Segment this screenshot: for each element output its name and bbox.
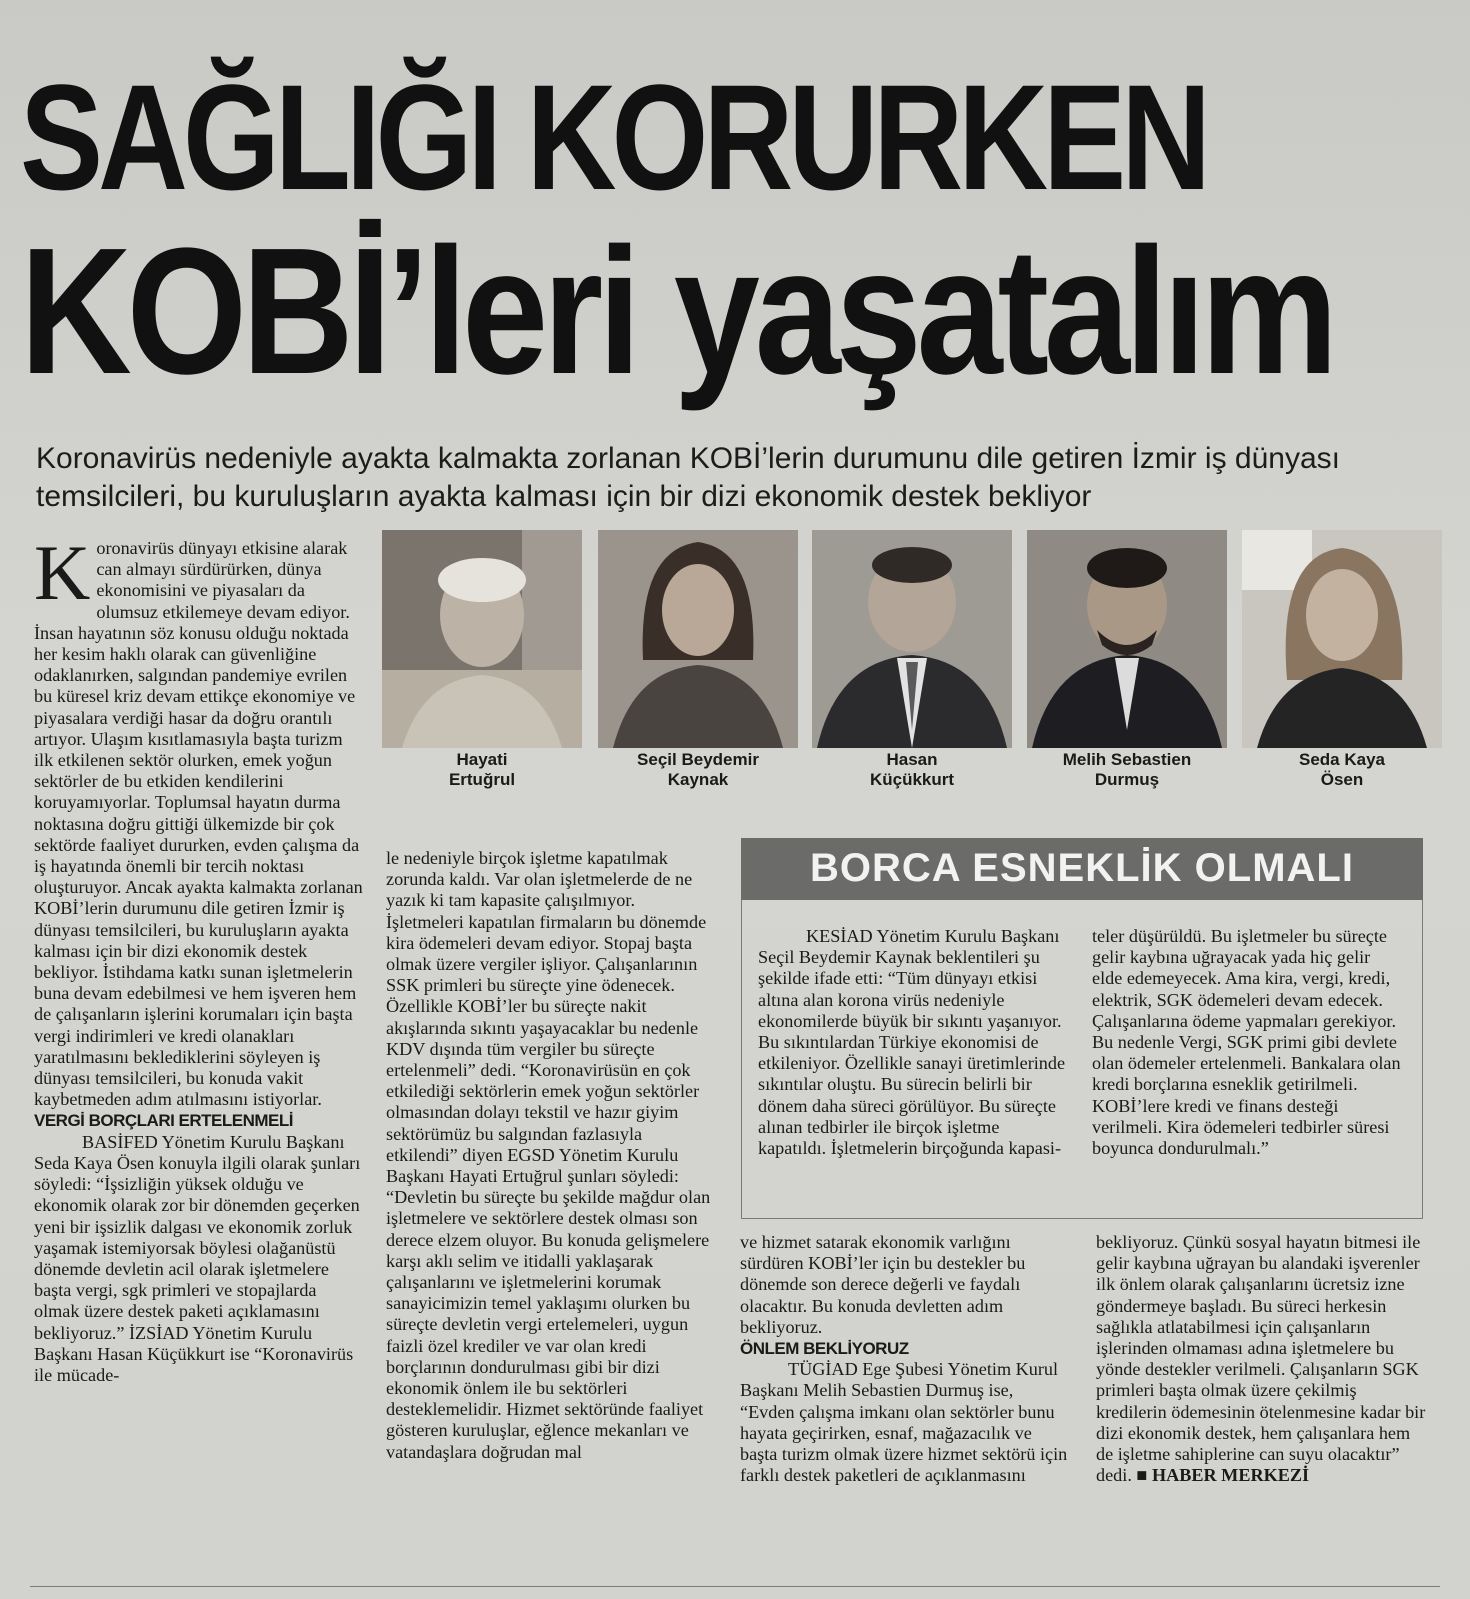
portrait-1-image xyxy=(382,530,582,748)
column-4a-body-2: TÜGİAD Ege Şubesi Yönetim Kurul Başkanı Melih Sebastien Durmuş ise, “Evden çalışma imkanı olan sektörler bunu hayata geçirirken, esnaf, mağazacılık ve başta turizm olmak üzere hizmet sektörü için farklı destek paketleri de açıklanmasını xyxy=(740,1359,1068,1486)
box-rule-bottom xyxy=(741,1218,1423,1219)
caption-4-line-2: Durmuş xyxy=(1094,770,1160,789)
drop-cap: K xyxy=(34,529,91,616)
article-deck: Koronavirüs nedeniyle ayakta kalmakta zorlanan KOBİ’lerin durumunu dile getiren İzmir iş dünyası temsilcileri, bu kuruluşların ayakta kalması için bir dizi ekonomik destek bekliyor xyxy=(36,442,1340,513)
caption-2-line-2: Kaynak xyxy=(667,770,729,789)
column-2 xyxy=(386,848,716,1463)
column-1-body: BASİFED Yönetim Kurulu Başkanı Seda Kaya Ösen konuyla ilgili olarak şunları söyledi: “İşsizliğin yüksek olduğu ve ekonomik olarak zor bir dönemden geçerken yeni bir işsizlik dalgası ve ekonomik zorluk yaşamak istemiyorsak böylesi olağanüstü dönemde devletin acil olarak işletmelere başta vergi, sgk primleri ve stopajlarda olmak üzere destek paketi açıklamasını bekliyoruz.” İZSİAD Yönetim Kurulu Başkanı Hasan Küçükkurt ise “Koronavirüs ile mücade- xyxy=(34,1131,361,1385)
caption-1-line-2: Ertuğrul xyxy=(448,770,516,789)
portrait-2-image xyxy=(598,530,798,748)
column-4b xyxy=(1096,1232,1426,1486)
photo-hayati-ertugrul xyxy=(382,530,582,748)
intro-paragraph xyxy=(34,529,366,1110)
column-4b-text: bekliyoruz. Çünkü sosyal hayatın bitmesi ile gelir kaybına uğrayan bu alandaki işverenler ilk önlem olarak çalışanlarını ücretsiz izne göndermeye başladı. Bu süreci herkesin sağlıkla atlatabilmesi için çalışanların işlerinden olmaması adına işletmelere bu yönde destekler verilmeli. Çalışanların SGK primleri başta olmak üzere çekilmiş kredilerin ödemesinin ötelenmesine kadar bir dizi ekonomik destek, hem çalışanlara hem de işletme sahiplerine can suyu olacaktır” dedi. xyxy=(1096,1232,1426,1486)
caption-melih-sebastien-durmus xyxy=(1027,750,1227,790)
column-3a xyxy=(758,926,1070,1159)
column-3b-body: teler düşürüldü. Bu işletmeler bu süreçte gelir kaybına uğrayacak yada hiç gelir elde edemeyecek. Ama kira, vergi, kredi, elektrik, SGK ödemeleri devam edecek. Çalışanlarına ödeme yapmaları gerekiyor. Bu nedenle Vergi, SGK primi gibi devlete olan ödemeler ertelenmeli. Bankalara olan kredi borçlarına esneklik getirilmeli. KOBİ’lere kredi ve finans desteği verilmeli. Kira ödemeleri tedbirler süresi boyunca dondurulmalı.” xyxy=(1092,926,1401,1159)
caption-1-line-1: Hayati xyxy=(456,750,508,769)
subhead-onlem: ÖNLEM BEKLİYORUZ xyxy=(740,1339,909,1359)
intro-text: oronavirüs dünyayı etkisine alarak can almayı sürdürürken, dünya ekonomisini ve piyasaları da olumsuz etkilemeye devam ediyor. İnsan hayatının söz konusu olduğu noktada her kesim haklı olarak can güvenliğine odaklanırken, salgından pandemiye evrilen bu küresel kriz devam ettikçe ekonomiye ve piyasalara verdiği hasar da doğru orantılı artıyor. Ulaşım kısıtlamasıyla başta turizm ilk etkilenen sektör olurken, emek yoğun sektörler de bu etkiden kendilerini koruyamıyorlar. Toplumsal hayatın durma noktasına doğru gittiği ülkemizde bir çok sektörde faaliyet dururken, evden çalışma da iş hayatında önemli bir tercih noktası oluşturuyor. Ancak ayakta kalmakta zorlanan KOBİ’lerin durumunu dile getiren İzmir iş dünyası temsilcileri, bu kuruluşların ayakta kalması için bir dizi ekonomik destek bekliyor. İstihdama katkı sunan işletmelerin buna devam edebilmesi ve hem işveren hem de çalışanların işlerini korumaları için başta vergi indirimleri ve kredi olanakları yaratılmasını beklediklerini söyleyen iş dünyası temsilcileri, bu konuda vakit kaybetmeden adım atılmasını istiyorlar. xyxy=(34,538,363,1110)
caption-seda-kaya-osen xyxy=(1242,750,1442,790)
caption-2-line-1: Seçil Beydemir xyxy=(637,750,759,769)
box-rule-right xyxy=(1422,900,1423,1218)
photo-hasan-kucukkurt xyxy=(812,530,1012,748)
box-rule-left xyxy=(741,900,742,1218)
column-1 xyxy=(34,529,366,1386)
caption-3-line-2: Küçükkurt xyxy=(869,770,955,789)
portrait-4-image xyxy=(1027,530,1227,748)
banner-title: BORCA ESNEKLİK OLMALI xyxy=(810,846,1354,890)
caption-3-line-1: Hasan xyxy=(886,750,938,769)
photo-seda-kaya-osen xyxy=(1242,530,1442,748)
column-4b-body xyxy=(1096,1232,1426,1486)
caption-5-line-1: Seda Kaya xyxy=(1299,750,1385,769)
photo-secil-beydemir-kaynak xyxy=(598,530,798,748)
caption-hasan-kucukkurt xyxy=(812,750,1012,790)
photo-melih-sebastien-durmus xyxy=(1027,530,1227,748)
portrait-3-image xyxy=(812,530,1012,748)
headline-line-2: KOBİ’leri yaşatalım xyxy=(20,211,1334,412)
column-2-body: le nedeniyle birçok işletme kapatılmak zorunda kaldı. Var olan işletmelerde de ne yazık ki tam kapasite çalışılmıyor. İşletmeleri kapatılan firmaların bu dönemde kira ödemeleri devam ediyor. Stopaj başta olmak üzere vergiler işliyor. Çalışanlarının SSK primleri bu süreçte yine ödenecek. Özellikle KOBİ’ler bu süreçte nakit akışlarında sıkıntı yaşayacaklar bu nedenle KDV dışında tüm vergiler bu süreçte ertelenmeli” dedi. “Koronavirüsün en çok etkilediği sektörlerin emek yoğun sektörler olmasından dolayı tekstil ve hazır giyim sektörümüz bu salgından fazlasıyla etkilendi” diyen EGSD Yönetim Kurulu Başkanı Hayati Ertuğrul şunları söyledi: “Devletin bu süreçte bu şekilde mağdur olan işletmelere ve sektörlere destek olması son derece elzem oluyor. Bu konuda gelişmelere karşı aklı selim ve itidalli yaklaşarak çalışanlarını ve işletmelerini korumak sanayicimizin temel yaklaşımı olurken bu süreçte devletin vergi ertelemeleri, uygun faizli özel krediler ve var olan kredi borçlarının dondurulması gibi bir dizi ekonomik önlem ile bu sektörleri desteklemelidir. Hizmet sektöründe faaliyet gösteren kuruluşlar, eğlence mekanları ve vatandaşlara doğrudan mal xyxy=(386,848,711,1462)
caption-5-line-2: Ösen xyxy=(1320,770,1364,789)
column-3a-body: KESİAD Yönetim Kurulu Başkanı Seçil Beydemir Kaynak beklentileri şu şekilde ifade etti: “Tüm dünyayı etkisi altına alan korona virüs nedeniyle ekonomilerde büyük bir sıkıntı yaşanıyor. Bu sıkıntılardan Türkiye ekonomisi de etkileniyor. Özellikle sanayi üretimlerinde sıkıntılar oluştu. Bu sürecin belirli bir dönem daha süreci görülüyor. Bu süreçte alınan tedbirler ile birçok işletme kapatıldı. İşletmelerin birçoğunda kapasi- xyxy=(758,926,1066,1159)
portrait-5-image xyxy=(1242,530,1442,748)
byline-signature: ■ HABER MERKEZİ xyxy=(1136,1465,1310,1486)
caption-4-line-1: Melih Sebastien xyxy=(1062,750,1192,769)
section-banner xyxy=(741,838,1423,900)
page-bottom-rule xyxy=(30,1586,1440,1587)
column-4a-body: ve hizmet satarak ekonomik varlığını sürdüren KOBİ’ler için bu destekler bu dönemde son derece değerli ve faydalı olacaktır. Bu konuda devletten adım bekliyoruz. xyxy=(740,1232,1026,1337)
subhead-vergi: VERGİ BORÇLARI ERTELENMELİ xyxy=(34,1111,294,1131)
headline-line-1: SAĞLIĞI KORURKEN xyxy=(20,53,1207,221)
column-3b xyxy=(1092,926,1402,1159)
column-4a xyxy=(740,1232,1070,1486)
caption-hayati-ertugrul xyxy=(382,750,582,790)
caption-secil-beydemir-kaynak xyxy=(598,750,798,790)
